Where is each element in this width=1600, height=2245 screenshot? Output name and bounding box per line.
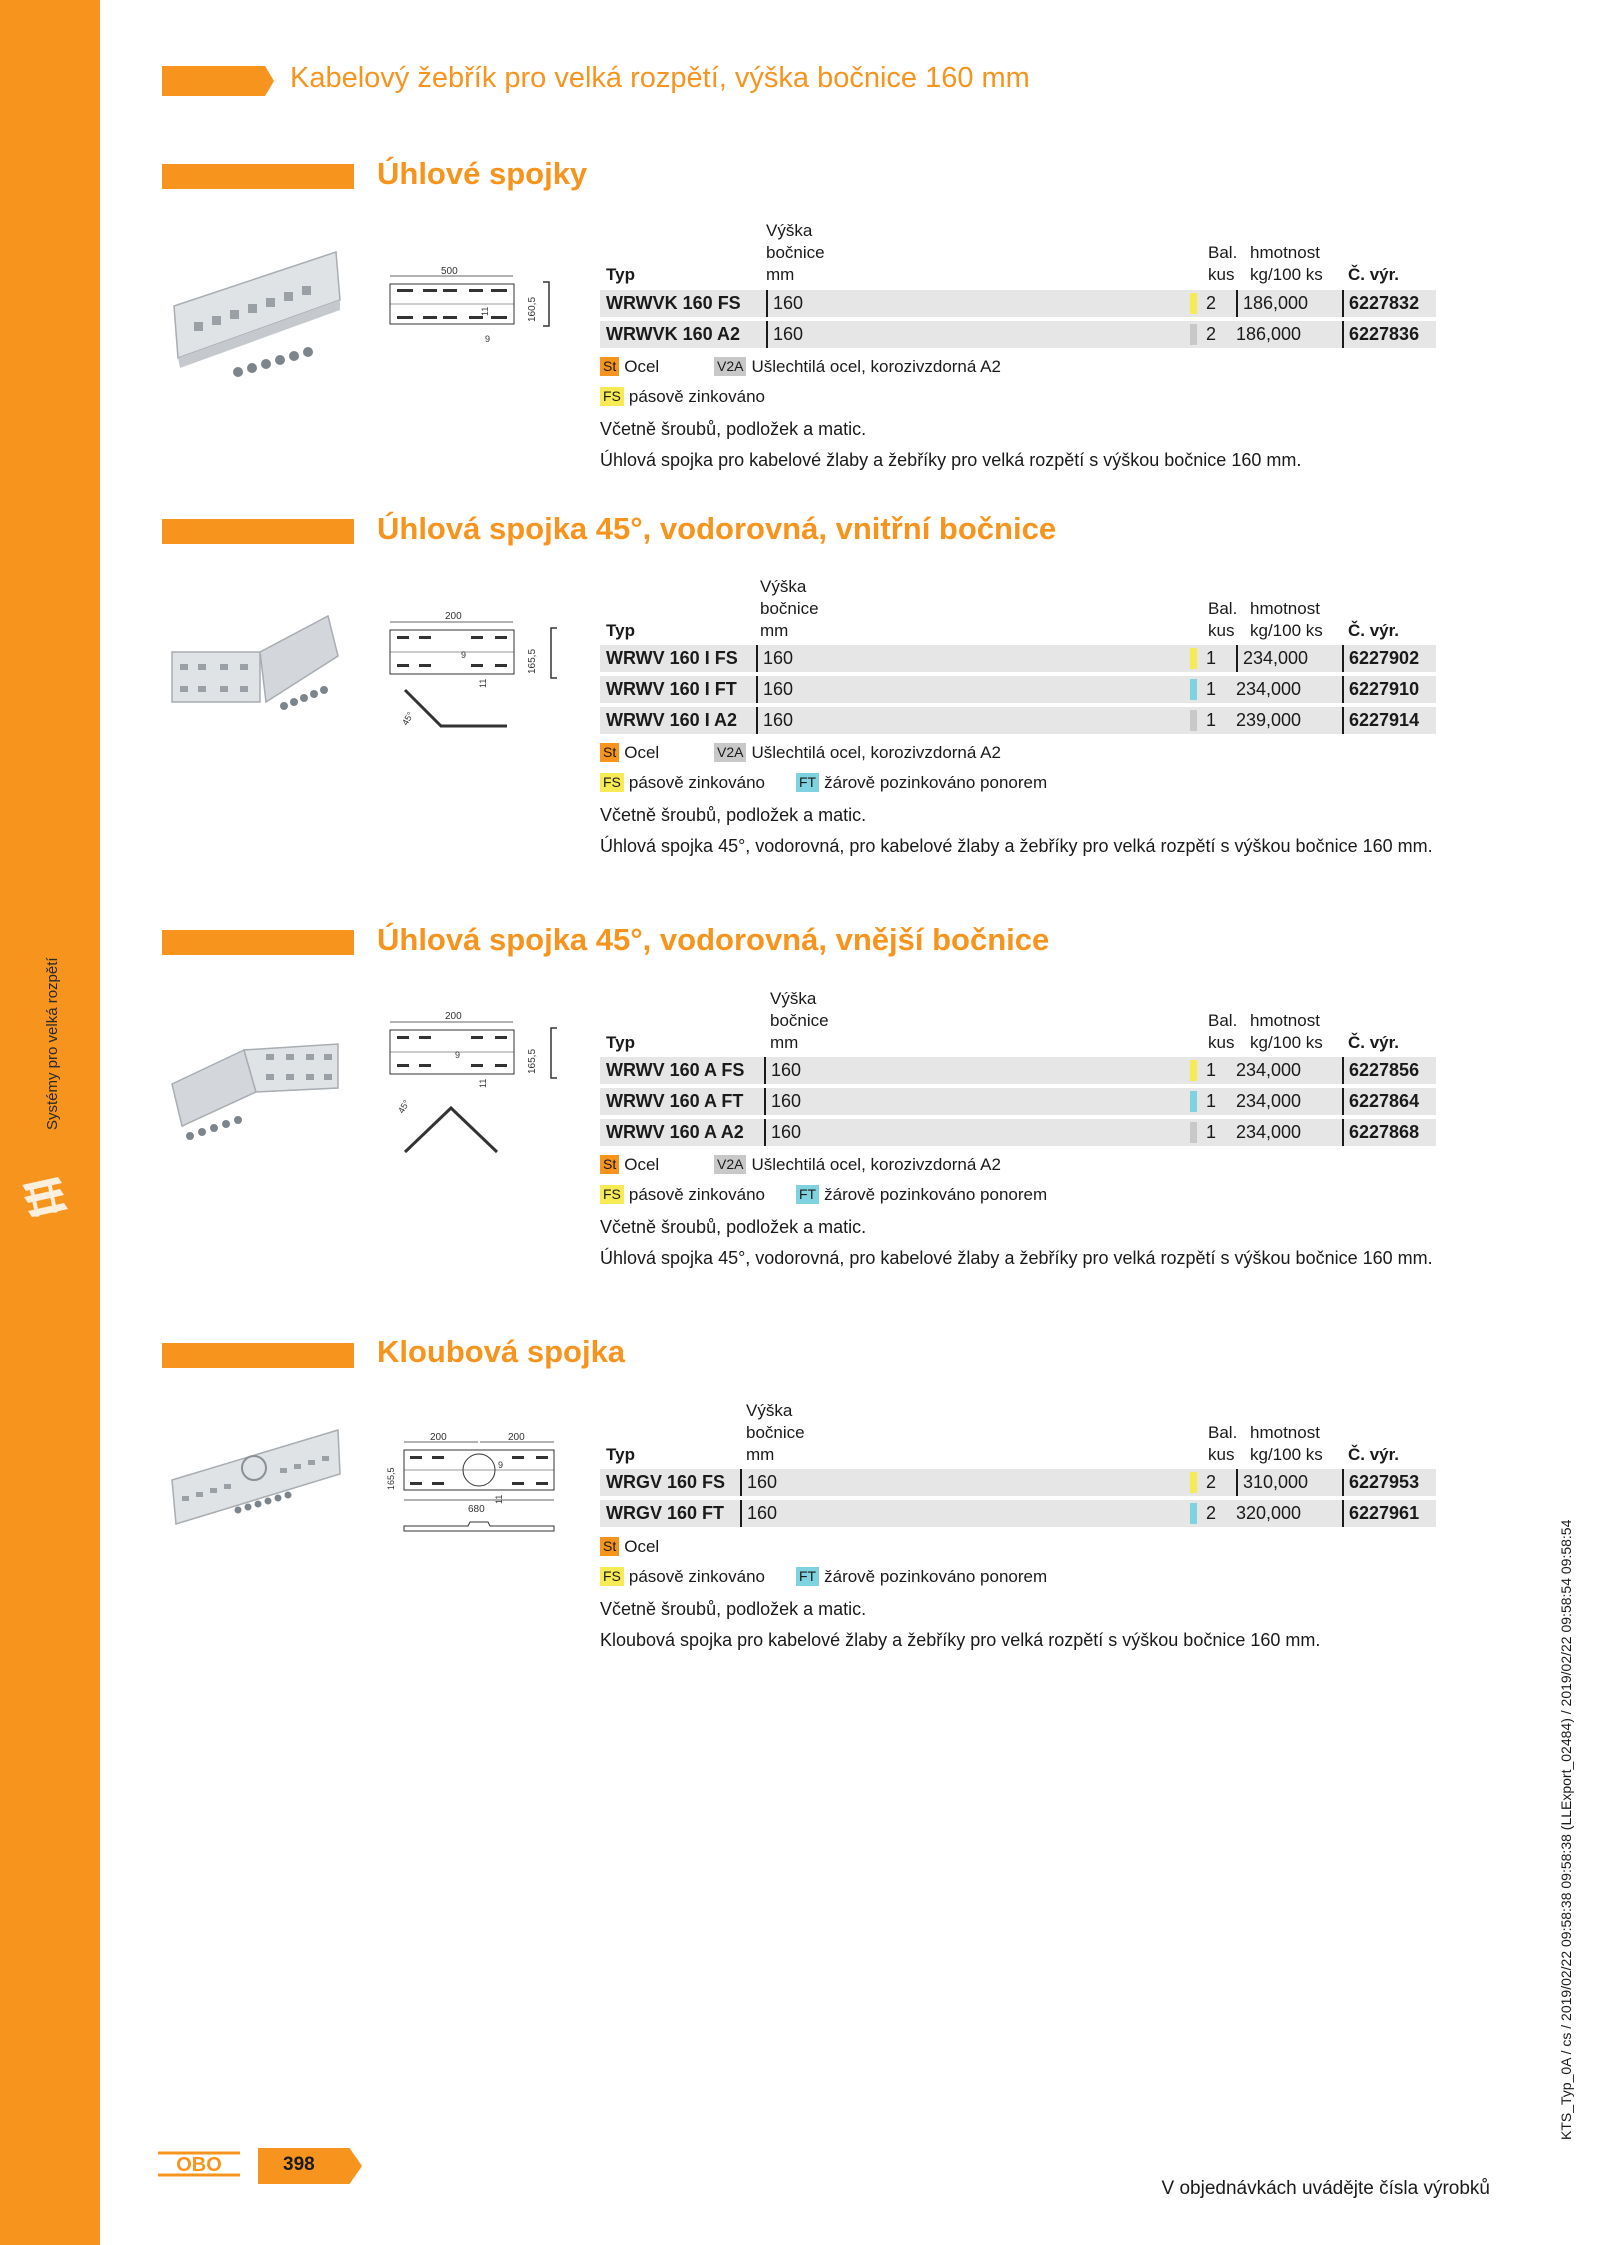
side-label: Systémy pro velká rozpětí (44, 957, 61, 1130)
product-height: 160 (740, 1500, 777, 1527)
col-typ: Typ (606, 621, 635, 640)
product-row (600, 321, 1436, 348)
product-height: 160 (764, 1119, 801, 1146)
product-height: 160 (766, 321, 803, 348)
dim-gap: 11 (478, 678, 488, 688)
product-code: 6227868 (1342, 1119, 1419, 1146)
product-code: 6227864 (1342, 1088, 1419, 1115)
product-row (600, 676, 1436, 703)
col-bal: Bal. kus (1208, 1423, 1238, 1464)
product-code: 6227961 (1342, 1500, 1419, 1527)
section-title: Úhlová spojka 45°, vodorovná, vnější bočnice (377, 922, 1050, 957)
finish-swatch-ft (1190, 679, 1197, 700)
dim-width: 200 (445, 611, 462, 622)
product-height: 160 (764, 1088, 801, 1115)
footer-note: V objednávkách uvádějte čísla výrobků (1161, 2178, 1490, 2199)
dim-width: 200 (445, 1011, 462, 1022)
finish-swatch-fs (1190, 1060, 1197, 1081)
product-row (600, 1088, 1436, 1115)
material-ft: FT žárově pozinkováno ponorem (796, 1184, 1047, 1206)
product-description: Úhlová spojka pro kabelové žlaby a žebříky pro velká rozpětí s výškou bočnice 160 mm. (600, 450, 1302, 470)
finish-swatch-ft (1190, 1503, 1197, 1524)
product-height: 160 (740, 1469, 777, 1496)
product-kus: 1 (1206, 648, 1217, 668)
product-height: 160 (756, 707, 793, 734)
product-type: WRWV 160 I FT (606, 679, 737, 699)
product-kus: 1 (1206, 1091, 1217, 1111)
technical-drawing (385, 266, 565, 362)
product-type: WRWV 160 I A2 (606, 710, 738, 730)
material-fs: FS pásově zinkováno (600, 386, 765, 408)
included-note: Včetně šroubů, podložek a matic. (600, 805, 867, 825)
product-weight: 234,000 (1236, 1060, 1302, 1080)
product-kus: 2 (1206, 324, 1217, 344)
product-code: 6227953 (1342, 1469, 1419, 1496)
header-arrow (162, 66, 274, 96)
export-stamp: KTS_Typ_0A / cs / 2019/02/22 09:58:38 09:58:38 (LLExport_02484) / 2019/02/22 09:58:54 09:58:54 (1558, 1519, 1574, 2140)
material-v2a: V2A Ušlechtilá ocel, korozivzdorná A2 (714, 1154, 1001, 1176)
product-kus: 2 (1206, 293, 1217, 313)
product-description: Úhlová spojka 45°, vodorovná, pro kabelové žlaby a žebříky pro velká rozpětí s výškou bočnice 160 mm. (600, 1248, 1433, 1268)
product-weight: 320,000 (1236, 1503, 1302, 1523)
page-number: 398 (283, 2154, 315, 2175)
product-weight: 234,000 (1236, 1122, 1302, 1142)
dim-width: 500 (441, 266, 458, 277)
dim-hole: 9 (498, 1460, 504, 1470)
ladder-pictogram-icon (18, 1175, 72, 1229)
col-hmotnost: hmotnost kg/100 ks (1250, 243, 1323, 284)
product-row (600, 645, 1436, 672)
product-weight: 234,000 (1236, 645, 1308, 672)
col-cvyr: Č. výr. (1348, 265, 1400, 284)
included-note: Včetně šroubů, podložek a matic. (600, 419, 867, 439)
product-kus: 1 (1206, 710, 1217, 730)
product-height: 160 (764, 1057, 801, 1084)
col-vyska: Výška bočnice mm (746, 1401, 805, 1464)
material-st: St Ocel (600, 742, 659, 764)
product-height: 160 (756, 676, 793, 703)
product-weight: 234,000 (1236, 1091, 1302, 1111)
product-code: 6227832 (1342, 290, 1419, 317)
col-typ: Typ (606, 1445, 635, 1464)
col-vyska: Výška bočnice mm (770, 989, 829, 1052)
product-type: WRGV 160 FS (606, 1472, 726, 1492)
col-vyska: Výška bočnice mm (766, 221, 825, 284)
product-code: 6227914 (1342, 707, 1419, 734)
product-row (600, 1469, 1436, 1496)
product-kus: 1 (1206, 1122, 1217, 1142)
product-kus: 2 (1206, 1472, 1217, 1492)
material-st: St Ocel (600, 1154, 659, 1176)
dim-hole: 9 (461, 650, 467, 660)
finish-swatch-fs (1190, 648, 1197, 669)
technical-drawing (385, 1006, 565, 1156)
product-kus: 2 (1206, 1503, 1217, 1523)
finish-swatch-a2 (1190, 1122, 1197, 1143)
product-description: Kloubová spojka pro kabelové žlaby a žebříky pro velká rozpětí s výškou bočnice 160 mm. (600, 1630, 1321, 1650)
product-height: 160 (756, 645, 793, 672)
product-photo-angle-connector (168, 248, 348, 390)
product-kus: 1 (1206, 1060, 1217, 1080)
section-bar (162, 1343, 354, 1368)
dim-gap: 11 (478, 1078, 488, 1088)
product-photo-45-outer (168, 1022, 348, 1142)
product-type: WRWV 160 A A2 (606, 1122, 744, 1142)
dim-hole: 9 (485, 334, 491, 344)
product-photo-hinge-connector (168, 1424, 348, 1532)
dim-gap: 11 (480, 306, 490, 316)
finish-swatch-ft (1190, 1091, 1197, 1112)
material-fs: FS pásově zinkováno (600, 772, 765, 794)
material-fs: FS pásově zinkováno (600, 1566, 765, 1588)
section-title: Kloubová spojka (377, 1334, 626, 1369)
product-code: 6227910 (1342, 676, 1419, 703)
col-hmotnost: hmotnost kg/100 ks (1250, 1423, 1323, 1464)
section-bar (162, 930, 354, 955)
svg-text:OBO: OBO (176, 2154, 222, 2176)
col-typ: Typ (606, 265, 635, 284)
dim-length: 680 (468, 1504, 485, 1515)
col-cvyr: Č. výr. (1348, 621, 1400, 640)
product-weight: 234,000 (1236, 679, 1302, 699)
product-weight: 310,000 (1236, 1469, 1308, 1496)
col-cvyr: Č. výr. (1348, 1445, 1400, 1464)
col-vyska: Výška bočnice mm (760, 577, 819, 640)
product-row (600, 707, 1436, 734)
included-note: Včetně šroubů, podložek a matic. (600, 1217, 867, 1237)
product-type: WRGV 160 FT (606, 1503, 725, 1523)
product-photo-45-inner (168, 610, 348, 718)
technical-drawing (378, 1432, 578, 1542)
product-type: WRWV 160 A FS (606, 1060, 745, 1080)
col-hmotnost: hmotnost kg/100 ks (1250, 599, 1323, 640)
col-cvyr: Č. výr. (1348, 1033, 1400, 1052)
material-v2a: V2A Ušlechtilá ocel, korozivzdorná A2 (714, 742, 1001, 764)
technical-drawing (385, 608, 565, 738)
product-row (600, 290, 1436, 317)
product-type: WRWV 160 A FT (606, 1091, 744, 1111)
finish-swatch-a2 (1190, 324, 1197, 345)
product-description: Úhlová spojka 45°, vodorovná, pro kabelové žlaby a žebříky pro velká rozpětí s výškou bočnice 160 mm. (600, 836, 1433, 856)
product-row (600, 1119, 1436, 1146)
col-bal: Bal. kus (1208, 1011, 1238, 1052)
col-bal: Bal. kus (1208, 243, 1238, 284)
dim-height: 165,5 (386, 1467, 396, 1490)
material-st: St Ocel (600, 356, 659, 378)
product-kus: 1 (1206, 679, 1217, 699)
material-st: St Ocel (600, 1536, 659, 1558)
dim-angle: 45° (400, 710, 416, 727)
product-code: 6227902 (1342, 645, 1419, 672)
material-ft: FT žárově pozinkováno ponorem (796, 772, 1047, 794)
dim-height: 165,5 (527, 1048, 538, 1074)
col-hmotnost: hmotnost kg/100 ks (1250, 1011, 1323, 1052)
product-type: WRWVK 160 A2 (606, 324, 741, 344)
product-height: 160 (766, 290, 803, 317)
section-bar (162, 519, 354, 544)
product-type: WRWV 160 I FS (606, 648, 738, 668)
dim-width-b: 200 (508, 1432, 525, 1443)
page-title: Kabelový žebřík pro velká rozpětí, výška bočnice 160 mm (290, 62, 1030, 94)
col-typ: Typ (606, 1033, 635, 1052)
finish-swatch-a2 (1190, 710, 1197, 731)
dim-gap: 11 (494, 1494, 504, 1504)
finish-swatch-fs (1190, 293, 1197, 314)
section-title: Úhlová spojka 45°, vodorovná, vnitřní bočnice (377, 511, 1057, 546)
dim-angle: 45° (396, 1098, 412, 1115)
obo-logo (158, 2150, 240, 2178)
material-fs: FS pásově zinkováno (600, 1184, 765, 1206)
dim-height: 160,5 (527, 296, 538, 322)
dim-height: 165,5 (527, 648, 538, 674)
product-weight: 186,000 (1236, 290, 1308, 317)
material-v2a: V2A Ušlechtilá ocel, korozivzdorná A2 (714, 356, 1001, 378)
product-row (600, 1500, 1436, 1527)
product-code: 6227836 (1342, 321, 1419, 348)
product-row (600, 1057, 1436, 1084)
product-code: 6227856 (1342, 1057, 1419, 1084)
finish-swatch-fs (1190, 1472, 1197, 1493)
dim-hole: 9 (455, 1050, 461, 1060)
col-bal: Bal. kus (1208, 599, 1238, 640)
section-bar (162, 164, 354, 189)
included-note: Včetně šroubů, podložek a matic. (600, 1599, 867, 1619)
product-type: WRWVK 160 FS (606, 293, 741, 313)
section-title: Úhlové spojky (377, 156, 588, 191)
product-weight: 239,000 (1236, 710, 1302, 730)
material-ft: FT žárově pozinkováno ponorem (796, 1566, 1047, 1588)
dim-width-a: 200 (430, 1432, 447, 1443)
product-weight: 186,000 (1236, 324, 1302, 344)
